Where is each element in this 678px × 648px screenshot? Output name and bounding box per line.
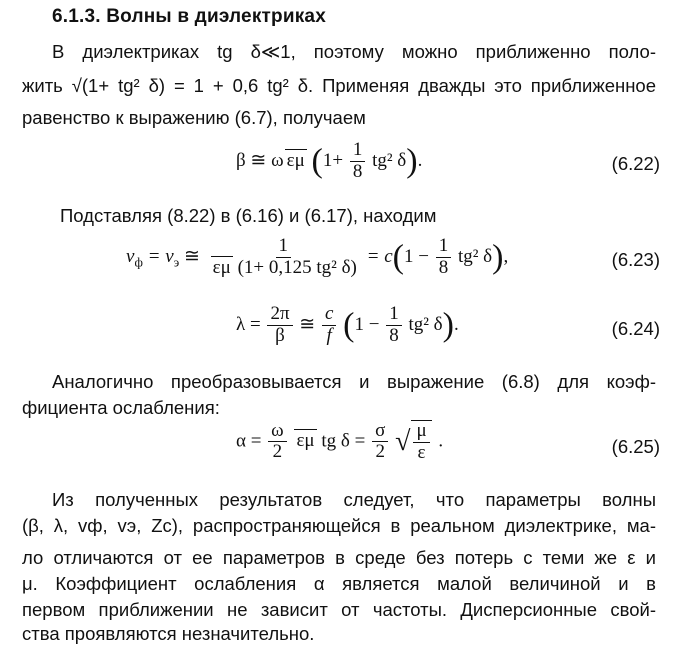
paragraph-line: ства проявляются незначительно. [22,623,315,644]
paragraph-line: Из полученных результатов следует, что параметры волны [52,489,656,510]
equation-number: (6.23) [611,249,660,270]
eq-sqrt: εμ [286,149,305,171]
equation-6-25: α = $\frac{\omega}{2}$ εμ tg δ = $\frac{\sigma}{2}$ √ $\frac{\mu}{\varepsilon}$ . [236,419,444,463]
eq-inner: 1+ [322,149,344,171]
equation-number: (6.24) [611,318,660,339]
equation-6-23: $v_ф = v_э$ ≅ $\frac{1}{\text{εμ (1+ 0,125 tg² δ)}}$ = c(1 − $\frac{1}{8}$ tg² δ), [126,235,509,278]
equation-number: (6.22) [611,153,660,174]
eq-lhs: β ≅ ω [236,149,284,171]
fraction: $\frac{c}{f}$ [322,304,336,347]
paragraph-line: (β, λ, vф, vэ, Zc), распространяющейся в реальном диэлектрике, ма- [22,515,656,536]
paragraph-line: первом приближении не зависит от частоты. Дисперсионные свой- [22,599,656,620]
paragraph-line: ло отличаются от ее параметров в среде без потерь с теми же ε и [22,547,656,568]
paragraph-line: фициента ослабления: [22,397,220,418]
paragraph-line: Подставляя (8.22) в (6.16) и (6.17), находим [60,205,437,226]
paragraph-line: равенство к выражению (6.7), получаем [22,107,366,128]
fraction: $\frac{\omega}{2}$ [268,421,287,464]
fraction: $\frac{1}{8}$ [386,304,402,347]
eq-tail: tg² δ [372,149,407,171]
equation-number: (6.25) [611,436,660,457]
fraction: $\frac{1}{8}$ [350,140,366,183]
fraction: $\frac{2\pi}{\beta}$ [267,304,292,347]
section-heading: 6.1.3. Волны в диэлектриках [52,6,326,27]
fraction: $\frac{\mu}{\varepsilon}$ [411,420,431,464]
fraction: $\frac{1}{\text{εμ (1+ 0,125 tg² δ)}}$ [212,235,357,278]
equation-6-22: β ≅ ω εμ (1+ $\frac{1}{8}$ tg² δ). [236,139,423,182]
paragraph-line: Аналогично преобразовывается и выражение (6.8) для коэф- [52,371,656,392]
paragraph-line: В диэлектриках tg δ≪1, поэтому можно приближенно поло- [52,41,656,62]
fraction: $\frac{1}{8}$ [436,236,452,279]
equation-6-24: λ = $\frac{2\pi}{\beta}$ ≅ $\frac{c}{f}$ (1 − $\frac{1}{8}$ tg² δ). [236,303,459,346]
paragraph-line: жить √(1+ tg² δ) = 1 + 0,6 tg² δ. Применяя дважды это приближенное [22,75,656,96]
fraction: $\frac{\sigma}{2}$ [372,421,388,464]
paragraph-line: μ. Коэффициент ослабления α является малой величиной и в [22,573,656,594]
